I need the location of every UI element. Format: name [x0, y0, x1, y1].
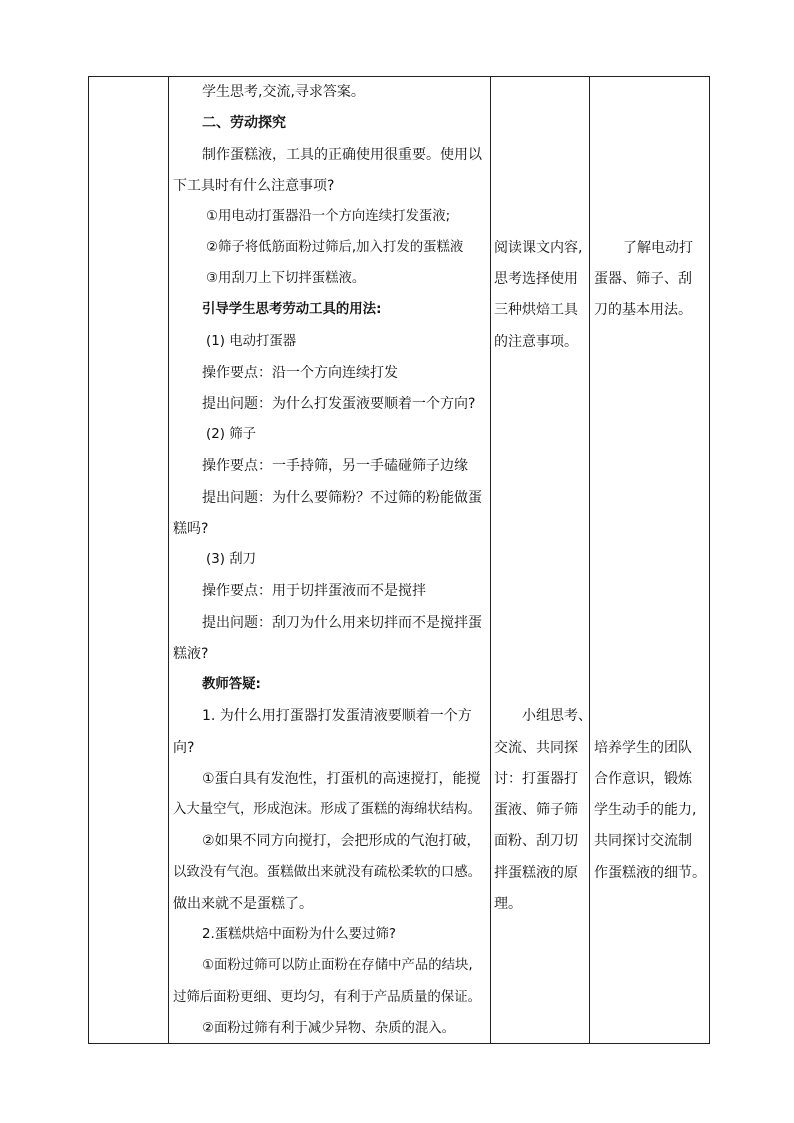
student-text-line: 拌蛋糕液的原	[494, 865, 578, 881]
student-text-line: 理。	[494, 896, 522, 912]
main-text-line: ②面粉过筛有利于减少异物、杂质的混入。	[202, 1021, 456, 1036]
main-text-line: 入大量空气，形成泡沫。形成了蛋糕的海绵状结构。	[173, 802, 481, 817]
main-text-line: ③用刮刀上下切拌蛋糕液。	[206, 271, 366, 286]
main-text-line: 以致没有气泡。蛋糕做出来就没有疏松柔软的口感。	[173, 865, 481, 880]
guide-heading: 引导学生思考劳动工具的用法:	[202, 302, 382, 317]
student-text-line: 小组思考、	[522, 708, 592, 724]
main-text-line: 2.蛋糕烘焙中面粉为什么要过筛?	[202, 927, 396, 942]
design-intent-cell	[590, 77, 710, 1044]
student-text-line: 面粉、刮刀切	[494, 833, 578, 849]
main-text-line: 做出来就不是蛋糕了。	[173, 896, 313, 912]
goal-text-line: 作蛋糕液的细节。	[594, 865, 706, 881]
goal-text-line: 刀的基本用法。	[594, 302, 692, 318]
blank-stage-cell	[89, 77, 169, 1044]
main-text-line: 操作要点：沿一个方向连续打发	[202, 365, 398, 381]
main-text-line: 1. 为什么用打蛋器打发蛋清液要顺着一个方	[202, 708, 472, 724]
answer-heading: 教师答疑:	[202, 677, 261, 692]
main-text-line: 下工具时有什么注意事项?	[173, 178, 335, 194]
main-text-line: 过筛后面粉更细、更均匀，有利于产品质量的保证。	[173, 990, 481, 1005]
main-text-line: 糕吗?	[173, 521, 209, 537]
goal-text-line: 合作意识，锻炼	[594, 771, 692, 787]
main-text-line: 操作要点：用于切拌蛋液而不是搅拌	[202, 583, 426, 599]
student-text-line: 阅读课文内容,	[494, 240, 583, 256]
tool-heading: (1) 电动打蛋器	[206, 334, 297, 349]
section-heading: 二、劳动探究	[202, 115, 286, 131]
student-text-line: 蛋液、筛子筛	[494, 802, 578, 818]
student-text-line: 的注意事项。	[494, 334, 578, 350]
main-text-line: 学生思考,交流,寻求答案。	[202, 84, 365, 100]
goal-text-line: 学生动手的能力,	[594, 802, 697, 818]
main-text-line: ①蛋白具有发泡性，打蛋机的高速搅打，能搅	[202, 771, 481, 787]
main-text-line: 提出问题：刮刀为什么用来切拌而不是搅拌蛋	[202, 615, 482, 631]
main-text-line: ①面粉过筛可以防止面粉在存储中产品的结块,	[202, 958, 473, 973]
tool-heading: (2) 筛子	[206, 427, 257, 442]
goal-text-line: 共同探讨交流制	[594, 833, 692, 849]
main-text-line: 提出问题：为什么打发蛋液要顺着一个方向?	[202, 396, 476, 412]
main-text-line: ②筛子将低筋面粉过筛后,加入打发的蛋糕液	[206, 240, 464, 255]
student-text-line: 讨：打蛋器打	[494, 771, 578, 787]
goal-text-line: 培养学生的团队	[594, 740, 692, 756]
student-text-line: 思考选择使用	[494, 271, 578, 287]
main-text-line: 提出问题：为什么要筛粉？不过筛的粉能做蛋	[202, 490, 482, 506]
student-text-line: 交流、共同探	[494, 740, 578, 756]
main-text-line: 操作要点：一手持筛，另一手磕碰筛子边缘	[202, 458, 468, 474]
main-text-line: 向?	[173, 740, 195, 756]
main-text-line: 糕液?	[173, 646, 209, 662]
main-text-line: ①用电动打蛋器沿一个方向连续打发蛋液;	[206, 209, 451, 224]
student-text-line: 三种烘焙工具	[494, 302, 578, 318]
goal-text-line: 蛋器、筛子、刮	[594, 271, 692, 287]
goal-text-line: 了解电动打	[623, 240, 693, 256]
main-text-line: ②如果不同方向搅打，会把形成的气泡打破，	[202, 833, 481, 849]
tool-heading: (3) 刮刀	[206, 552, 257, 567]
main-text-line: 制作蛋糕液，工具的正确使用很重要。使用以	[202, 147, 482, 163]
